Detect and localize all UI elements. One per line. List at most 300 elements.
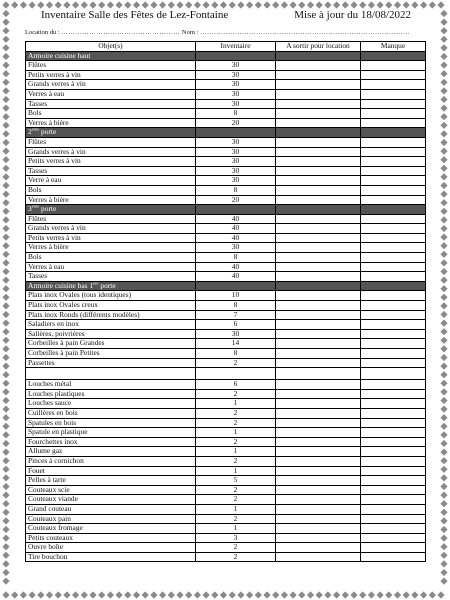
section-header-cell [196,205,276,215]
table-row [26,466,426,476]
to-rent-cell[interactable] [276,428,361,438]
missing-cell[interactable] [361,329,426,339]
to-rent-cell[interactable] [276,358,361,368]
item-inventory-qty [196,368,276,380]
border-diamond [440,466,447,473]
border-diamond [440,27,447,34]
border-diamond [2,457,9,464]
border-diamond [2,294,9,301]
border-diamond [194,591,201,598]
section-title-suffix: porte [39,127,57,137]
section-title [26,281,196,291]
missing-cell[interactable] [361,339,426,349]
item-name: Verres à bière [26,243,196,253]
table-row [26,349,426,359]
border-diamond [2,337,9,344]
table-row [26,118,426,128]
border-diamond [2,216,9,223]
to-rent-cell[interactable] [276,185,361,195]
border-diamond [377,591,384,598]
missing-cell[interactable] [361,157,426,167]
table-row [26,514,426,524]
missing-cell[interactable] [361,80,426,90]
missing-cell[interactable] [361,185,426,195]
to-rent-cell[interactable] [276,552,361,562]
item-inventory-qty: 40 [196,214,276,224]
section-title [26,51,196,61]
location-label: Location du : [25,29,60,36]
section-header-cell [361,205,426,215]
section-header-row [26,205,426,215]
section-header-cell [276,128,361,138]
missing-cell[interactable] [361,368,426,380]
table-row [26,99,426,109]
missing-cell[interactable] [361,533,426,543]
missing-cell[interactable] [361,262,426,272]
border-diamond [307,591,314,598]
border-diamond [440,139,447,146]
border-diamond [2,354,9,361]
border-diamond [2,500,9,507]
border-diamond [2,397,9,404]
to-rent-cell[interactable] [276,389,361,399]
section-header-cell [276,205,361,215]
missing-cell[interactable] [361,137,426,147]
to-rent-cell[interactable] [276,147,361,157]
border-diamond [440,10,447,17]
item-name: Bols [26,185,196,195]
missing-cell[interactable] [361,291,426,301]
border-diamond [440,526,447,533]
item-name: Couteaux fromage [26,524,196,534]
item-inventory-qty: 30 [196,89,276,99]
table-row [26,166,426,176]
border-diamond [440,397,447,404]
item-name: Ouvre boîte [26,543,196,553]
border-diamond [124,591,131,598]
to-rent-cell[interactable] [276,272,361,282]
missing-cell[interactable] [361,485,426,495]
to-rent-cell[interactable] [276,195,361,205]
to-rent-cell[interactable] [276,456,361,466]
to-rent-cell[interactable] [276,224,361,234]
missing-cell[interactable] [361,109,426,119]
border-diamond [440,414,447,421]
border-diamond [2,414,9,421]
border-diamond [411,591,418,598]
table-row [26,195,426,205]
border-diamond [440,53,447,60]
border-diamond [429,1,436,8]
to-rent-cell[interactable] [276,437,361,447]
item-inventory-qty: 14 [196,339,276,349]
item-inventory-qty: 30 [196,137,276,147]
to-rent-cell[interactable] [276,466,361,476]
missing-cell[interactable] [361,243,426,253]
border-diamond [2,509,9,516]
border-diamond [440,294,447,301]
border-diamond [2,19,9,26]
missing-cell[interactable] [361,320,426,330]
border-diamond [437,591,444,598]
border-diamond [333,591,340,598]
border-diamond [440,105,447,112]
to-rent-cell[interactable] [276,166,361,176]
missing-cell[interactable] [361,176,426,186]
border-diamond [281,591,288,598]
border-diamond [440,216,447,223]
border-diamond [290,591,297,598]
border-diamond [440,148,447,155]
item-name: Flûtes [26,214,196,224]
to-rent-cell[interactable] [276,99,361,109]
border-diamond [246,591,253,598]
item-name: Plats inox Ovales (tous identiques) [26,291,196,301]
border-diamond [440,474,447,481]
to-rent-cell[interactable] [276,320,361,330]
to-rent-cell[interactable] [276,399,361,409]
table-row [26,329,426,339]
border-diamond [350,591,357,598]
missing-cell[interactable] [361,524,426,534]
item-name: Verre à eau [26,176,196,186]
border-diamond [2,130,9,137]
border-diamond [2,122,9,129]
missing-cell[interactable] [361,310,426,320]
border-diamond [440,268,447,275]
border-diamond [440,483,447,490]
item-inventory-qty: 3 [196,533,276,543]
border-diamond [81,591,88,598]
section-title [26,128,196,138]
section-title-suffix: porte [39,204,57,214]
missing-cell[interactable] [361,70,426,80]
to-rent-cell[interactable] [276,214,361,224]
border-diamond [2,320,9,327]
to-rent-cell[interactable] [276,109,361,119]
to-rent-cell[interactable] [276,543,361,553]
to-rent-cell[interactable] [276,418,361,428]
item-inventory-qty: 1 [196,399,276,409]
border-diamond [440,449,447,456]
border-diamond [237,591,244,598]
section-header-row [26,281,426,291]
missing-cell[interactable] [361,301,426,311]
border-diamond [440,36,447,43]
border-diamond [394,591,401,598]
to-rent-cell[interactable] [276,176,361,186]
item-name: Fouet [26,466,196,476]
item-inventory-qty: 8 [196,109,276,119]
to-rent-cell[interactable] [276,349,361,359]
border-diamond [2,44,9,51]
border-diamond [440,259,447,266]
to-rent-cell[interactable] [276,243,361,253]
border-diamond [440,492,447,499]
border-diamond [255,591,262,598]
missing-cell[interactable] [361,99,426,109]
border-diamond [440,406,447,413]
missing-cell[interactable] [361,166,426,176]
to-rent-cell[interactable] [276,533,361,543]
border-diamond [440,122,447,129]
missing-cell[interactable] [361,389,426,399]
item-name: Grands verres à vin [26,224,196,234]
missing-cell[interactable] [361,466,426,476]
item-inventory-qty: 2 [196,495,276,505]
item-name: Spatule en plastique [26,428,196,438]
missing-cell[interactable] [361,428,426,438]
item-inventory-qty: 2 [196,389,276,399]
table-row [26,380,426,390]
border-diamond [2,53,9,60]
table-row [26,301,426,311]
table-row [26,476,426,486]
border-diamond [440,87,447,94]
border-diamond [2,302,9,309]
to-rent-cell[interactable] [276,524,361,534]
border-diamond [440,543,447,550]
item-inventory-qty: 40 [196,262,276,272]
border-diamond [272,591,279,598]
to-rent-cell[interactable] [276,233,361,243]
item-name: Couteaux scie [26,485,196,495]
missing-cell[interactable] [361,224,426,234]
missing-cell[interactable] [361,233,426,243]
to-rent-cell[interactable] [276,485,361,495]
col-header-object: Objet(s) [26,42,196,52]
missing-cell[interactable] [361,147,426,157]
border-diamond [440,113,447,120]
item-name: Couteaux viande [26,495,196,505]
table-row [26,253,426,263]
table-row [26,214,426,224]
border-diamond [2,27,9,34]
missing-cell[interactable] [361,253,426,263]
to-rent-cell[interactable] [276,368,361,380]
section-title-text: Armoire cuisine bas 1 [28,281,94,290]
table-row [26,408,426,418]
table-row [26,291,426,301]
item-name: Grands verres à vin [26,147,196,157]
to-rent-cell[interactable] [276,504,361,514]
border-diamond [2,199,9,206]
border-diamond [440,320,447,327]
table-row [26,399,426,409]
border-diamond [185,591,192,598]
to-rent-cell[interactable] [276,447,361,457]
border-diamond [2,466,9,473]
to-rent-cell[interactable] [276,408,361,418]
border-diamond [2,148,9,155]
item-inventory-qty: 2 [196,358,276,368]
border-diamond [440,371,447,378]
border-diamond [2,526,9,533]
item-name: Spatules en bois [26,418,196,428]
missing-cell[interactable] [361,61,426,71]
missing-cell[interactable] [361,552,426,562]
item-name: Allume gaz [26,447,196,457]
missing-cell[interactable] [361,89,426,99]
item-inventory-qty: 1 [196,428,276,438]
to-rent-cell[interactable] [276,476,361,486]
item-inventory-qty: 1 [196,466,276,476]
item-inventory-qty: 8 [196,349,276,359]
section-header-cell [276,281,361,291]
item-inventory-qty: 5 [196,476,276,486]
border-diamond [429,591,436,598]
table-row [26,495,426,505]
item-name: Passettes [26,358,196,368]
border-diamond [324,591,331,598]
border-diamond [2,70,9,77]
border-diamond [440,242,447,249]
table-row [26,243,426,253]
border-diamond [440,19,447,26]
section-title-text: 3 [28,204,32,214]
item-name: Verres à bière [26,195,196,205]
to-rent-cell[interactable] [276,329,361,339]
missing-cell[interactable] [361,476,426,486]
item-inventory-qty: 30 [196,166,276,176]
to-rent-cell[interactable] [276,80,361,90]
missing-cell[interactable] [361,418,426,428]
border-diamond [2,591,9,598]
missing-cell[interactable] [361,504,426,514]
to-rent-cell[interactable] [276,253,361,263]
border-diamond [440,44,447,51]
name-fill-dots: ……………………………………………………………………………… [199,29,410,36]
border-diamond [55,591,62,598]
item-name: Plats inox Ronds (différents modèles) [26,310,196,320]
border-diamond [2,328,9,335]
item-name: Verres à bière [26,118,196,128]
to-rent-cell[interactable] [276,70,361,80]
table-row [26,320,426,330]
missing-cell[interactable] [361,437,426,447]
table-row [26,389,426,399]
border-diamond [2,483,9,490]
table-row [26,428,426,438]
to-rent-cell[interactable] [276,262,361,272]
border-diamond [142,591,149,598]
item-inventory-qty: 2 [196,543,276,553]
section-header-cell [361,281,426,291]
missing-cell[interactable] [361,380,426,390]
border-diamond [2,578,9,585]
border-diamond [440,225,447,232]
missing-cell[interactable] [361,272,426,282]
missing-cell[interactable] [361,349,426,359]
section-header-cell [196,51,276,61]
border-diamond [440,173,447,180]
border-diamond [2,285,9,292]
border-diamond [440,182,447,189]
border-diamond [2,569,9,576]
item-name: Salières, poivrières [26,329,196,339]
to-rent-cell[interactable] [276,310,361,320]
border-diamond [2,423,9,430]
border-diamond [2,62,9,69]
section-header-cell [196,281,276,291]
to-rent-cell[interactable] [276,380,361,390]
to-rent-cell[interactable] [276,339,361,349]
section-title-text: Armoire cuisine haut [28,51,91,60]
border-diamond [203,591,210,598]
item-inventory-qty: 1 [196,504,276,514]
table-row [26,89,426,99]
to-rent-cell[interactable] [276,514,361,524]
missing-cell[interactable] [361,456,426,466]
inventory-sheet [25,8,425,562]
border-diamond [116,591,123,598]
border-diamond [2,380,9,387]
border-diamond [359,591,366,598]
border-diamond [2,474,9,481]
section-title-ordinal: ème [31,204,40,209]
border-diamond [133,591,140,598]
section-header-row [26,128,426,138]
to-rent-cell[interactable] [276,118,361,128]
border-diamond [440,388,447,395]
border-diamond [2,552,9,559]
section-header-cell [361,51,426,61]
location-fill-dots: …………………………………………… [61,29,181,36]
item-name: Grands verres à vin [26,80,196,90]
border-diamond [440,517,447,524]
border-diamond [2,406,9,413]
to-rent-cell[interactable] [276,157,361,167]
missing-cell[interactable] [361,447,426,457]
item-name: Louches sauce [26,399,196,409]
border-diamond [11,1,18,8]
name-label: Nom : [181,29,199,36]
border-diamond [385,591,392,598]
missing-cell[interactable] [361,495,426,505]
missing-cell[interactable] [361,358,426,368]
item-name: Bols [26,253,196,263]
border-diamond [440,363,447,370]
to-rent-cell[interactable] [276,61,361,71]
border-diamond [2,560,9,567]
item-name: Louches plastiques [26,389,196,399]
missing-cell[interactable] [361,118,426,128]
missing-cell[interactable] [361,195,426,205]
to-rent-cell[interactable] [276,137,361,147]
to-rent-cell[interactable] [276,89,361,99]
border-diamond [440,208,447,215]
item-name: Corbeilles à pain Petites [26,349,196,359]
to-rent-cell[interactable] [276,301,361,311]
border-diamond [2,431,9,438]
border-diamond [437,1,444,8]
border-diamond [176,591,183,598]
to-rent-cell[interactable] [276,495,361,505]
missing-cell[interactable] [361,514,426,524]
section-header-cell [361,128,426,138]
border-diamond [72,591,79,598]
missing-cell[interactable] [361,543,426,553]
missing-cell[interactable] [361,399,426,409]
missing-cell[interactable] [361,214,426,224]
item-inventory-qty: 40 [196,272,276,282]
to-rent-cell[interactable] [276,291,361,301]
border-diamond [168,591,175,598]
missing-cell[interactable] [361,408,426,418]
border-diamond [440,337,447,344]
item-name: Pelles à tarte [26,476,196,486]
item-inventory-qty: 2 [196,418,276,428]
